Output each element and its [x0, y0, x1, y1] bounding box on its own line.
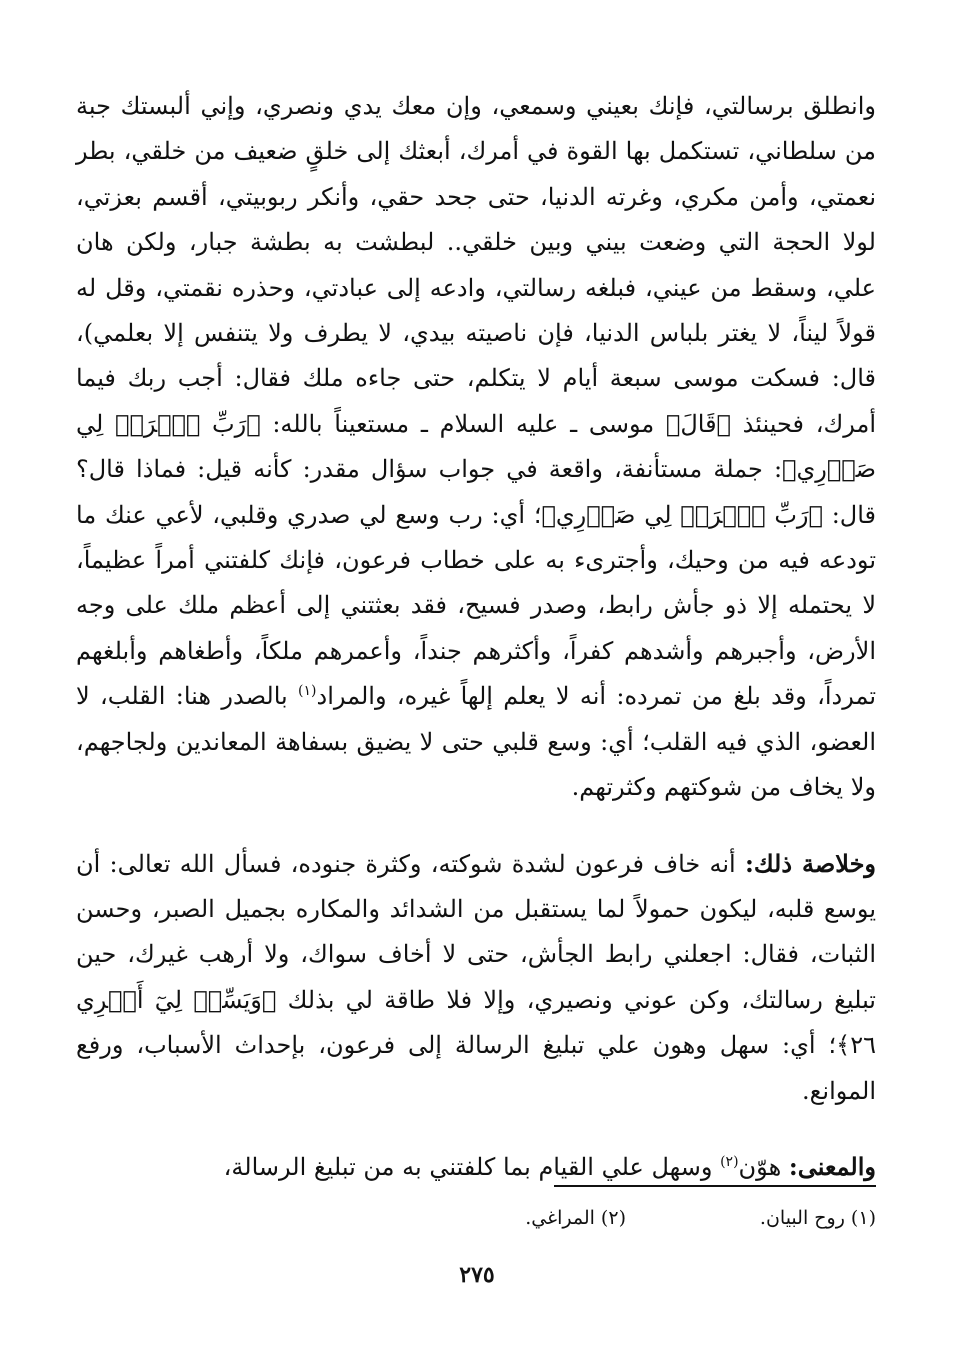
footnote-2: (٢) المراغي.: [525, 1207, 626, 1229]
paragraph-1-text: وانطلق برسالتي، فإنك بعيني وسمعي، وإن معك يدي ونصري، وإني ألبستك جبة من سلطاني، تستكمل بها القوة في أمرك، أبعثك إلى خلقٍ ضعيف من خلقي، بطر نعمتي، وأمن مكري، وغرته الدنيا، حتى جحد حقي، وأنكر ربوبيتي، أقسم بعزتي، لولا الحجة التي وضعت بيني وبين خلقي.. لبطشت به بطشة جبار، ولكن هان علي، وسقط من عيني، فبلغه رسالتي، وادعه إلى عبادتي، وحذره نقمتي، وقل له قولاً ليناً، لا يغتر بلباس الدنيا، فإن ناصيته بيدي، لا يطرف ولا يتنفس إلا بعلمي)، قال: فسكت موسى سبعة أيام لا يتكلم، حتى جاءه ملك فقال: أجب ربك فيما أمرك، فحينئذ ﴿قَالَ﴾ موسى ـ عليه السلام ـ مستعيناً بالله: ﴿رَبِّ ٱشۡرَحۡ لِي صَدۡرِي﴾: جملة مستأنفة، واقعة في جواب سؤال مقدر: كأنه قيل: فماذا قال؟ قال: ﴿رَبِّ ٱشۡرَحۡ لِي صَدۡرِي﴾؛ أي: رب وسع لي صدري وقلبي، لأعي عنك ما تودعه فيه من وحيك، وأجترىء به على خطاب فرعون، فإنك كلفتني أمراً عظيماً، لا يحتمله إلا ذو جأش رابط، وصدر فسيح، فقد بعثتني إلى أعظم ملك على وجه الأرض، وأجبرهم وأشدهم كفراً، وأكثرهم جنداً، وأعمرهم ملكاً، وأطغاهم وأبلغهم تمرداً، وقد بلغ من تمرده: أنه لا يعلم إلهاً غيره، والمراد: [76, 92, 877, 711]
paragraph-2-lead: وخلاصة ذلك:: [744, 848, 877, 878]
paragraph-1-continuation: بالصدر هنا: القلب، لا العضو، الذي فيه القلب؛ أي: وسع قلبي حتى لا يضيق بسفاهة المعاندين ولجاجهم، ولا يخاف من شوكتهم وكثرتهم.: [76, 682, 876, 802]
footnote-divider: [554, 1185, 876, 1187]
page-number: ٢٧٥: [459, 1262, 495, 1288]
paragraph-2: [76, 841, 876, 1114]
footnote-1: (١) روح البيان.: [759, 1207, 876, 1229]
paragraph-3-continuation: وسهل علي القيام بما كلفتني به من تبليغ الرسالة،: [223, 1152, 721, 1181]
footnote-ref-1: (١): [298, 683, 317, 700]
paragraph-3-text: هوّن: [738, 1152, 789, 1181]
footnote-ref-2: (٢): [720, 1153, 739, 1170]
page-body: [76, 84, 876, 1190]
paragraph-3-lead: والمعنى:: [788, 1151, 876, 1181]
footnotes: [76, 1203, 876, 1233]
paragraph-3: [76, 1144, 876, 1190]
paragraph-2-text: أنه خاف فرعون لشدة شوكته، وكثرة جنوده، فسأل الله تعالى: أن يوسع قلبه، ليكون حمولاً لما يستقبل من الشدائد والمكاره بجميل الصبر، وحسن الثبات، فقال: اجعلني رابط الجأش، حتى لا أخاف سواك، ولا أرهب غيرك، حين تبليغ رسالتك، وكن عوني ونصيري، وإلا فلا طاقة لي بذلك ﴿وَيَسِّرۡ لِيٓ أَمۡرِي ٢٦﴾؛ أي: سهل وهون علي تبليغ الرسالة إلى فرعون، بإحداث الأسباب، ورفع الموانع.: [76, 849, 876, 1105]
paragraph-1: [76, 84, 876, 811]
